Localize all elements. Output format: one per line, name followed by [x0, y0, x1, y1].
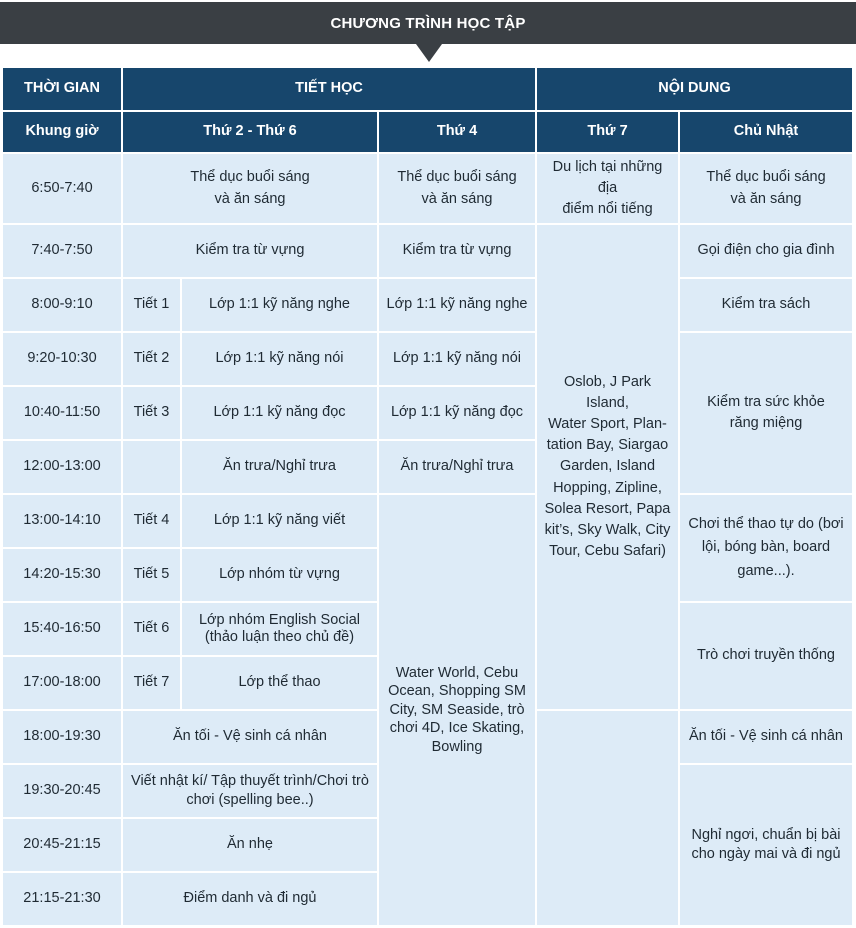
weekday-cell: Viết nhật kí/ Tập thuyết trình/Chơi trò chơi (spelling bee..) [123, 765, 379, 819]
time-cell: 7:40-7:50 [3, 225, 123, 279]
lesson-cell: Lớp nhóm English Social (thảo luận theo chủ đề) [182, 603, 379, 657]
lesson-cell: Lớp thể thao [182, 657, 379, 711]
time-cell: 18:00-19:30 [3, 711, 123, 765]
time-cell: 13:00-14:10 [3, 495, 123, 549]
time-cell: 19:30-20:45 [3, 765, 123, 819]
banner-arrow-icon [416, 44, 442, 62]
time-cell: 9:20-10:30 [3, 333, 123, 387]
table-row [3, 495, 854, 549]
period-cell: Tiết 4 [123, 495, 182, 549]
header-chu-nhat: Chủ Nhật [680, 112, 854, 154]
time-cell: 21:15-21:30 [3, 873, 123, 927]
period-cell: Tiết 3 [123, 387, 182, 441]
schedule-table [3, 68, 854, 927]
wed-cell: Ăn trưa/Nghỉ trưa [379, 441, 537, 495]
sun-cell: Kiểm tra sách [680, 279, 854, 333]
time-cell: 8:00-9:10 [3, 279, 123, 333]
weekday-cell: Thể dục buổi sáng và ăn sáng [123, 154, 379, 225]
period-cell: Tiết 5 [123, 549, 182, 603]
time-cell: 14:20-15:30 [3, 549, 123, 603]
period-cell: Tiết 1 [123, 279, 182, 333]
lesson-cell: Ăn trưa/Nghỉ trưa [182, 441, 379, 495]
weekday-cell: Kiểm tra từ vựng [123, 225, 379, 279]
wed-cell: Thể dục buổi sáng và ăn sáng [379, 154, 537, 225]
table-subheader-row [3, 112, 854, 154]
period-cell [123, 441, 182, 495]
header-tiet-hoc: TIẾT HỌC [123, 68, 537, 112]
table-row [3, 279, 854, 333]
table-row [3, 333, 854, 387]
sun-cell: Nghỉ ngơi, chuẩn bị bài cho ngày mai và đi ngủ [680, 765, 854, 927]
time-cell: 10:40-11:50 [3, 387, 123, 441]
sun-cell: Kiểm tra sức khỏe răng miệng [680, 333, 854, 495]
wed-cell: Lớp 1:1 kỹ năng nói [379, 333, 537, 387]
time-cell: 17:00-18:00 [3, 657, 123, 711]
banner-title [0, 2, 856, 44]
header-thu2-6: Thứ 2 - Thứ 6 [123, 112, 379, 154]
header-noi-dung: NỘI DUNG [537, 68, 854, 112]
sun-cell: Chơi thể thao tự do (bơi lội, bóng bàn, board game...). [680, 495, 854, 603]
time-cell: 20:45-21:15 [3, 819, 123, 873]
banner-title-text: CHƯƠNG TRÌNH HỌC TẬP [330, 14, 526, 32]
sun-cell: Trò chơi truyền thống [680, 603, 854, 711]
sun-cell: Ăn tối - Vệ sinh cá nhân [680, 711, 854, 765]
weekday-cell: Ăn tối - Vệ sinh cá nhân [123, 711, 379, 765]
time-cell: 12:00-13:00 [3, 441, 123, 495]
wed-cell: Kiểm tra từ vựng [379, 225, 537, 279]
time-cell: 6:50-7:40 [3, 154, 123, 225]
table-header-row [3, 68, 854, 112]
time-cell: 15:40-16:50 [3, 603, 123, 657]
table-row [3, 154, 854, 225]
header-thu4: Thứ 4 [379, 112, 537, 154]
period-cell: Tiết 6 [123, 603, 182, 657]
table-row [3, 225, 854, 279]
lesson-cell: Lớp 1:1 kỹ năng nghe [182, 279, 379, 333]
wed-cell: Lớp 1:1 kỹ năng nghe [379, 279, 537, 333]
weekday-cell: Ăn nhẹ [123, 819, 379, 873]
sat-activities-cell: Oslob, J Park Island, Water Sport, Plan- tation Bay, Siargao Garden, Island Hopping, Zipline, Solea Resort, Papa kit’s, Sky Walk, City Tour, Cebu Safari) [537, 225, 680, 711]
sat-cell: Du lịch tại những địa điểm nổi tiếng [537, 154, 680, 225]
weekday-cell: Điểm danh và đi ngủ [123, 873, 379, 927]
lesson-cell: Lớp 1:1 kỹ năng viết [182, 495, 379, 549]
period-cell: Tiết 2 [123, 333, 182, 387]
sun-cell: Thể dục buổi sáng và ăn sáng [680, 154, 854, 225]
header-khung-gio: Khung giờ [3, 112, 123, 154]
header-thoi-gian: THỜI GIAN [3, 68, 123, 112]
wed-cell: Lớp 1:1 kỹ năng đọc [379, 387, 537, 441]
header-thu7: Thứ 7 [537, 112, 680, 154]
sat-empty-cell [537, 711, 680, 927]
lesson-cell: Lớp 1:1 kỹ năng đọc [182, 387, 379, 441]
lesson-cell: Lớp nhóm từ vựng [182, 549, 379, 603]
lesson-cell: Lớp 1:1 kỹ năng nói [182, 333, 379, 387]
wed-activities-cell: Water World, Cebu Ocean, Shopping SM City, SM Seaside, trò chơi 4D, Ice Skating, Bowling [379, 495, 537, 927]
sun-cell: Gọi điện cho gia đình [680, 225, 854, 279]
period-cell: Tiết 7 [123, 657, 182, 711]
